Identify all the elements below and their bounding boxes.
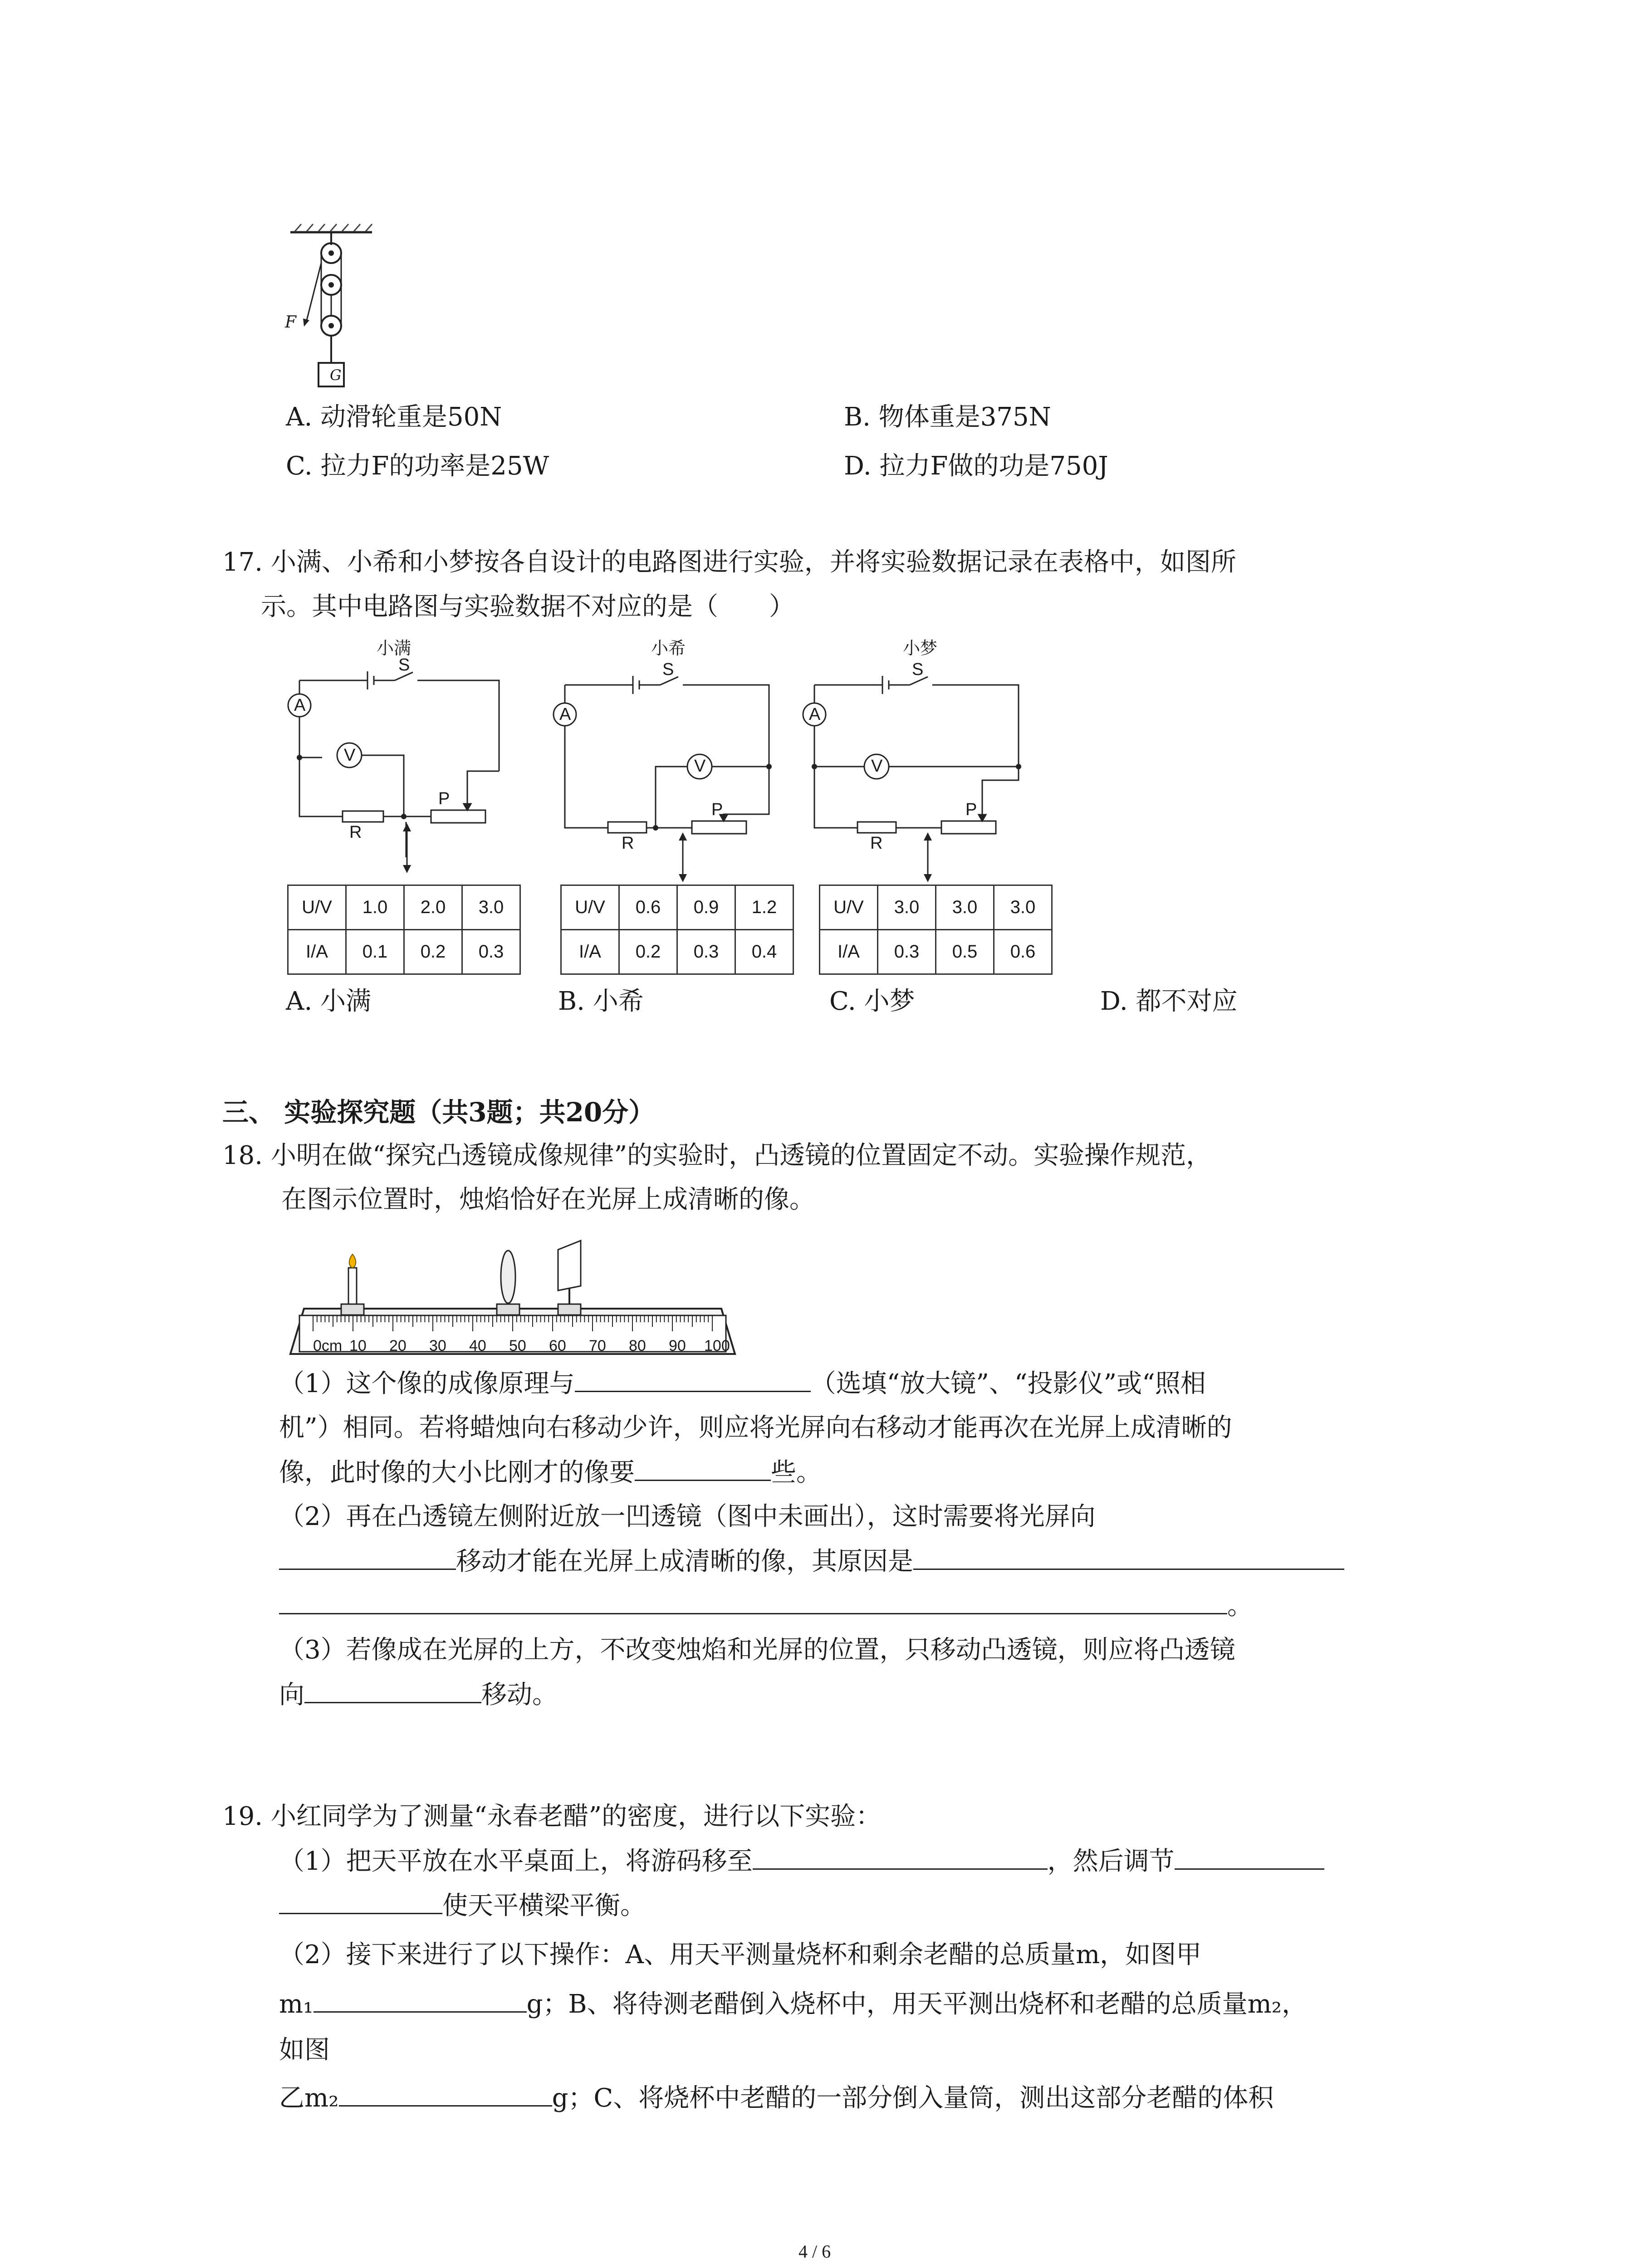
table-cell: 3.0 — [462, 885, 520, 930]
q18-stem-line2: 在图示位置时，烛焰恰好在光屏上成清晰的像。 — [281, 1185, 815, 1214]
table-cell: 3.0 — [878, 885, 936, 930]
q19-part1-line2 — [279, 1887, 646, 1924]
q18-blank-2[interactable] — [635, 1454, 771, 1481]
q19-part2-text-c: g；C、将烧杯中老醋的一部分倒入量筒，测出这部分老醋的体积 — [552, 2083, 1274, 2113]
q17-option-a: A. 小满 — [286, 987, 372, 1016]
circuit-2-switch: S — [662, 660, 674, 679]
circuit-3-title: 小梦 — [903, 639, 938, 658]
q16-option-b: B. 物体重是375N — [844, 402, 1051, 432]
q19-part2-line1: （2）接下来进行了以下操作：A、用天平测量烧杯和剩余老醋的总质量m，如图甲 — [279, 1940, 1202, 1970]
ruler-tick-30: 30 — [429, 1337, 446, 1354]
q18-stem-line1: 18. 小明在做“探究凸透镜成像规律”的实验时，凸透镜的位置固定不动。实验操作规范， — [222, 1141, 1212, 1170]
table-cell: 0.5 — [936, 930, 994, 974]
q18-part1-line2: 机”）相同。若将蜡烛向右移动少许，则应将光屏向右移动才能再次在光屏上成清晰的 — [279, 1413, 1232, 1442]
q19-blank-m1[interactable] — [314, 1986, 527, 2013]
ruler-tick-40: 40 — [469, 1337, 486, 1354]
circuit-1-title: 小满 — [377, 639, 411, 658]
q18-part1-line1 — [279, 1365, 1206, 1402]
table-row-label: U/V — [820, 885, 878, 930]
table-cell: 0.2 — [404, 930, 462, 974]
ruler-tick-60: 60 — [549, 1337, 566, 1354]
q18-part3-prefix: 向 — [279, 1680, 304, 1710]
circuit-3-diagram — [792, 658, 1028, 862]
q19-part2-line2 — [279, 1986, 1307, 2023]
q18-part2-line3 — [279, 1588, 1253, 1624]
q16-option-c: C. 拉力F的功率是25W — [286, 451, 549, 481]
q18-part1-prefix: （1）这个像的成像原理与 — [279, 1369, 575, 1398]
circuit-2-title: 小希 — [651, 639, 686, 658]
circuit-3-switch: S — [912, 660, 924, 679]
ruler-tick-20: 20 — [389, 1337, 407, 1354]
ruler-tick-labels — [313, 1337, 730, 1355]
q18-part1-suffix: 些。 — [771, 1458, 822, 1487]
q18-part1-line3 — [279, 1454, 822, 1491]
q19-m1-label: m₁ — [279, 1989, 314, 2019]
circuit-2-ammeter: A — [559, 705, 571, 724]
q17-stem-line1: 17. 小满、小希和小梦按各自设计的电路图进行实验，并将实验数据记录在表格中，如图所 — [222, 547, 1236, 577]
q18-part2-line1: （2）再在凸透镜左侧附近放一凹透镜（图中未画出），这时需要将光屏向 — [279, 1502, 1096, 1531]
ruler-tick-0: 0cm — [313, 1337, 343, 1354]
table-cell: 0.3 — [878, 930, 936, 974]
q19-part2-text: g；B、将待测老醋倒入烧杯中，用天平测出烧杯和老醋的总质量m₂， — [526, 1989, 1308, 2019]
circuit-1-diagram — [277, 653, 513, 857]
q18-part2-line2 — [279, 1543, 1344, 1580]
table-cell: 1.2 — [735, 885, 794, 930]
circuit-2-slider: P — [711, 800, 723, 819]
q19-part1-mid: ，然后调节 — [1047, 1847, 1175, 1876]
q18-part3-line2 — [279, 1677, 558, 1713]
q18-blank-4[interactable] — [913, 1543, 1344, 1570]
q17-option-d: D. 都不对应 — [1100, 987, 1238, 1016]
table-cell: 0.3 — [677, 930, 735, 974]
q18-blank-5[interactable] — [304, 1677, 481, 1703]
circuit-3-voltmeter: V — [871, 757, 883, 776]
table-cell: 0.2 — [619, 930, 677, 974]
ruler-tick-10: 10 — [349, 1337, 367, 1354]
circuit-2-resistor: R — [622, 834, 634, 853]
circuit-2-voltmeter: V — [694, 757, 706, 776]
q17-option-b: B. 小希 — [558, 987, 644, 1016]
q19-stem: 19. 小红同学为了测量“永春老醋”的密度，进行以下实验： — [222, 1802, 882, 1831]
q19-blank-2-cont[interactable] — [279, 1887, 442, 1914]
circuit-3-ammeter: A — [809, 705, 821, 724]
q19-part2-line4 — [279, 2080, 1274, 2116]
circuit-1-switch: S — [398, 655, 410, 675]
table-cell: 0.6 — [619, 885, 677, 930]
ruler-tick-100: 100 — [704, 1337, 730, 1354]
q18-blank-3[interactable] — [279, 1543, 456, 1570]
q19-m2-label: 乙m₂ — [279, 2083, 339, 2113]
ruler-tick-50: 50 — [509, 1337, 526, 1354]
circuit-3-table — [819, 885, 1053, 975]
table-cell: 1.0 — [346, 885, 404, 930]
q18-part1-question: 像，此时像的大小比刚才的像要 — [279, 1458, 635, 1487]
table-row-label: I/A — [561, 930, 619, 974]
table-cell: 0.9 — [677, 885, 735, 930]
q19-blank-1[interactable] — [753, 1843, 1048, 1870]
circuit-1-resistor: R — [349, 823, 362, 842]
circuit-3-slider: P — [965, 800, 977, 819]
q18-blank-4-cont[interactable] — [279, 1588, 1227, 1614]
circuit-2-diagram — [542, 658, 778, 862]
q19-part1-prefix: （1）把天平放在水平桌面上，将游码移至 — [279, 1847, 753, 1876]
circuit-1-voltmeter: V — [344, 746, 356, 765]
circuit-2-arrow — [676, 832, 690, 882]
q17-option-c: C. 小梦 — [829, 987, 915, 1016]
q18-part3-suffix: 移动。 — [481, 1680, 558, 1710]
table-row-label: U/V — [561, 885, 619, 930]
table-row-label: U/V — [288, 885, 346, 930]
weight-label: G — [330, 367, 342, 384]
page-number: 4 / 6 — [798, 2241, 831, 2262]
q19-blank-m2[interactable] — [339, 2080, 552, 2107]
circuit-3-resistor: R — [870, 834, 883, 853]
circuit-1-slider: P — [438, 789, 450, 808]
q17-stem-line2: 示。其中电路图与实验数据不对应的是（ ） — [261, 592, 794, 621]
circuit-1-table — [287, 885, 521, 975]
force-label: F — [285, 313, 296, 332]
table-cell: 0.3 — [462, 930, 520, 974]
table-row-label: I/A — [820, 930, 878, 974]
q19-blank-2[interactable] — [1175, 1843, 1324, 1870]
q18-part1-hint: （选填“放大镜”、“投影仪”或“照相 — [810, 1369, 1206, 1398]
table-cell: 0.6 — [994, 930, 1052, 974]
q16-option-d: D. 拉力F做的功是750J — [844, 451, 1108, 481]
table-cell: 3.0 — [994, 885, 1052, 930]
table-cell: 2.0 — [404, 885, 462, 930]
ruler-tick-70: 70 — [589, 1337, 606, 1354]
q19-part1-line1 — [279, 1843, 1324, 1880]
ruler-tick-80: 80 — [629, 1337, 646, 1354]
q19-part1-suffix: 使天平横梁平衡。 — [442, 1891, 646, 1921]
q19-part2-line3: 如图 — [279, 2035, 330, 2065]
table-cell: 0.1 — [346, 930, 404, 974]
table-cell: 3.0 — [936, 885, 994, 930]
q18-part2-end: 。 — [1227, 1591, 1253, 1621]
q18-blank-1[interactable] — [575, 1365, 811, 1392]
table-row-label: I/A — [288, 930, 346, 974]
circuit-1-ammeter: A — [294, 696, 306, 715]
table-cell: 0.4 — [735, 930, 794, 974]
section-3-heading: 三、 实验探究题（共3题；共20分） — [222, 1097, 655, 1128]
q18-part2-question: 移动才能在光屏上成清晰的像，其原因是 — [456, 1547, 913, 1576]
circuit-2-table — [560, 885, 794, 975]
ruler-tick-90: 90 — [669, 1337, 686, 1354]
circuit-1-arrow — [400, 823, 414, 873]
q18-part3-line1: （3）若像成在光屏的上方，不改变烛焰和光屏的位置，只移动凸透镜，则应将凸透镜 — [279, 1635, 1235, 1665]
circuit-3-arrow — [921, 832, 935, 882]
q16-option-a: A. 动滑轮重是50N — [286, 402, 502, 432]
